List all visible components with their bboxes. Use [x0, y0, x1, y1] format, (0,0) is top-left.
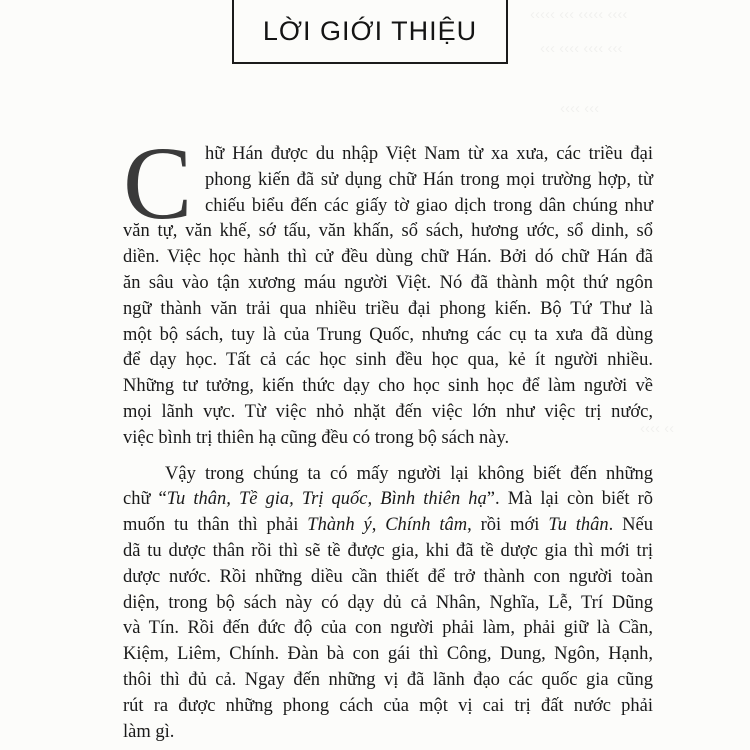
paragraph-2-line-3 — [123, 513, 653, 539]
paragraph-2-line-10: rút ra được những phong cách của một vị cai trị đất nước phải — [123, 695, 653, 716]
paragraph-1-line-3: chiếu biểu đến các giấy tờ giao dịch trong dân chúng như — [205, 195, 653, 216]
paragraph-2-line-7: và Tín. Rồi đến đức độ của con người phải làm, phải giữ là Cần, — [123, 618, 653, 639]
paragraph-2-line-4: dã tu dược thân rồi thì sẽ tề được gia, khi đã tề dược gia thì mới trị — [123, 540, 653, 561]
line3-part-d: . Nếu — [608, 515, 653, 536]
body-text — [123, 126, 653, 745]
line3-part-c: , rồi mới — [467, 515, 549, 536]
italic-tu-than: Tu thân — [548, 515, 609, 536]
line2-prefix: chữ “ — [123, 489, 167, 510]
paragraph-gap — [123, 452, 653, 462]
paragraph-1-line-11: mọi lãnh vực. Từ việc nhỏ nhặt đến việc lớn như việc trị nước, — [123, 401, 653, 422]
paragraph-2-line-1: Vậy trong chúng ta có mấy người lại không biết đến những — [165, 463, 653, 484]
paragraph-2-line-6: diện, trong bộ sách này có dạy dủ cả Nhân, Nghĩa, Lễ, Trí Dũng — [123, 592, 653, 613]
paragraph-1-line-6: ăn sâu vào tận xương máu người Việt. Nó đã thành một thứ ngôn — [123, 272, 653, 293]
paragraph-1-line-7: ngữ thành văn trải qua nhiều triều đại phong kiến. Bộ Tứ Thư là — [123, 298, 653, 319]
paragraph-2-line-8: Kiệm, Liêm, Chính. Đàn bà con gái thì Công, Dung, Ngôn, Hạnh, — [123, 644, 653, 665]
italic-chinh-tam: Chính tâm — [385, 515, 468, 536]
paragraph-1-line-10: Những tư tưởng, kiến thức dạy cho học sinh học để làm người về — [123, 376, 653, 397]
paragraph-2-line-9: thôi thì đủ cả. Ngay đến những vị đã lãnh đạo các quốc gia cũng — [123, 669, 653, 690]
paragraph-2-line-5: dược nước. Rồi những diều cần thiết để trở thành con người toàn — [123, 566, 653, 587]
line2-suffix: ”. Mà lại còn biết rõ — [486, 489, 653, 510]
paragraph-1-line-4: văn tự, văn khế, sớ tấu, văn khấn, sổ sách, hương ước, sổ dinh, sổ — [123, 221, 653, 242]
italic-phrase-tu-than: Tu thân, Tề gia, Trị quốc, Bình thiên hạ — [166, 489, 487, 510]
paragraph-1-line-5: diền. Việc học hành thì cử đều dùng chữ Hán. Bởi dó chữ Hán đã — [123, 247, 653, 268]
drop-cap-letter: C — [123, 126, 193, 241]
paragraph-1-line-8: một bộ sách, tuy là của Trung Quốc, nhưng các cụ ta xưa đã dùng — [123, 324, 653, 345]
paragraph-1-line-9: để dạy học. Tất cả các học sinh đều học qua, kẻ ít người nhiều. — [123, 350, 653, 371]
page-title: LỜI GIỚI THIỆU — [262, 15, 478, 46]
paragraph-2-line-11: làm gì. — [123, 721, 175, 742]
paragraph-1-line-2: phong kiến đã sử dụng chữ Hán trong mọi trường hợp, từ — [205, 169, 653, 190]
line3-part-a: muốn tu thân thì phải — [123, 515, 308, 536]
title-frame — [232, 0, 508, 64]
paragraph-1-line-1: hữ Hán được du nhập Việt Nam từ xa xưa, các triều đại — [205, 144, 653, 164]
italic-thanh-y: Thành ý — [307, 515, 372, 536]
line3-part-b: , — [371, 515, 386, 536]
paragraph-2-line-2 — [123, 487, 653, 513]
paragraph-1-line-12: việc bình trị thiên hạ cũng đều có trong bộ sách này. — [123, 427, 510, 448]
